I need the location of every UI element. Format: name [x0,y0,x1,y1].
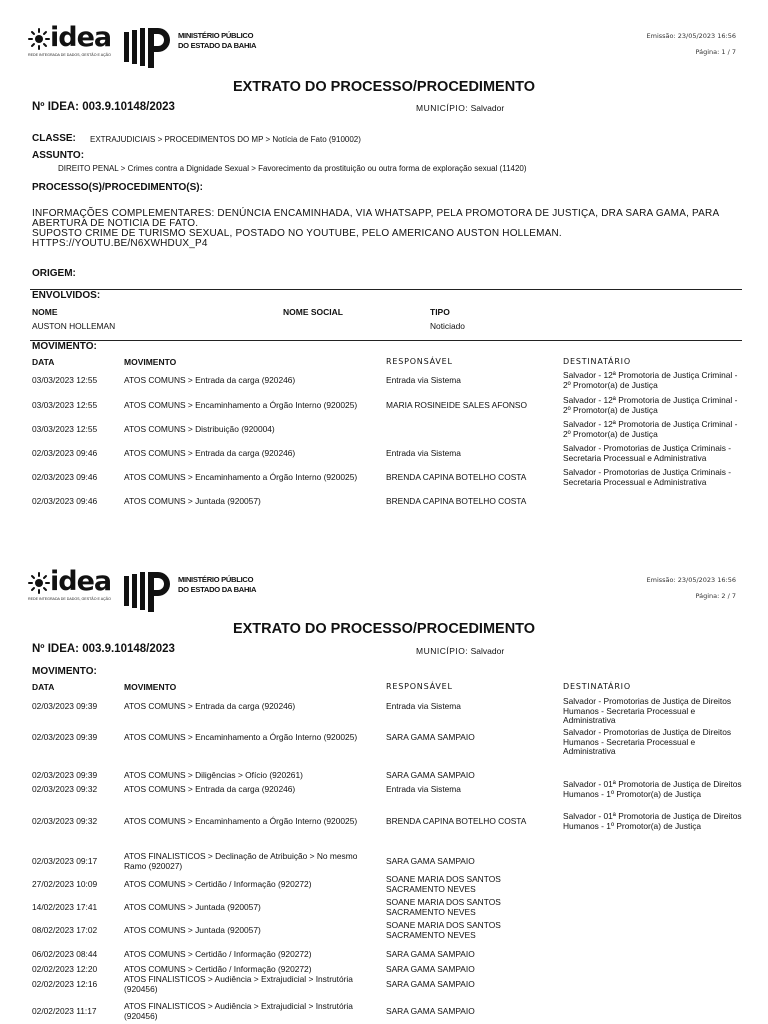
col-responsavel: RESPONSÁVEL [386,682,453,691]
cell-movimento: ATOS COMUNS > Entrada da carga (920246) [124,375,296,385]
assunto-value: DIREITO PENAL > Crimes contra a Dignidade Sexual > Favorecimento da prostituição ou outra forma de exploração sexual (11420) [58,164,527,173]
cell-movimento: ATOS COMUNS > Juntada (920057) [124,902,261,912]
cell-responsavel: BRENDA CAPINA BOTELHO COSTA [386,472,527,482]
cell-data: 02/03/2023 09:32 [32,784,98,794]
sun-icon [28,28,50,50]
cell-responsavel: SOANE MARIA DOS SANTOS SACRAMENTO NEVES [386,920,501,940]
cell-movimento: ATOS COMUNS > Encaminhamento a Órgão Interno (920025) [124,816,358,826]
cell-movimento: ATOS COMUNS > Juntada (920057) [124,925,261,935]
cell-data: 02/03/2023 09:46 [32,496,98,506]
cell-responsavel: Entrada via Sistema [386,784,461,794]
cell-data: 06/02/2023 08:44 [32,949,98,959]
col-responsavel: RESPONSÁVEL [386,357,453,366]
informacoes-complementares: INFORMAÇÕES COMPLEMENTARES: DENÚNCIA ENCAMINHADA, VIA WHATSAPP, PELA PROMOTORA DE JUSTIÇA, DRA SARA GAMA, PARA ABERTURA DE NOTICIA DE FATO. SUPOSTO CRIME DE TURISMO SEXUAL, POSTADO NO YOUTUBE, PELO AMERICANO AUSTON HOLLEMAN. HTTPS://YOUTU.BE/N6XWHDUX_P4 [32,208,720,249]
cell-data: 02/02/2023 11:17 [32,1006,97,1016]
cell-responsavel: SARA GAMA SAMPAIO [386,979,475,989]
cell-data: 02/03/2023 09:39 [32,770,98,780]
cell-responsavel: SOANE MARIA DOS SANTOS SACRAMENTO NEVES [386,874,501,894]
cell-movimento: ATOS COMUNS > Entrada da carga (920246) [124,448,296,458]
cell-data: 03/03/2023 12:55 [32,400,98,410]
cell-data: 03/03/2023 12:55 [32,424,98,434]
municipio: MUNICÍPIO: Salvador [416,103,505,113]
idea-logo-tagline: REDE INTEGRADA DE DADOS, GESTÃO E AÇÃO [28,597,111,601]
movimento-label: MOVIMENTO: [32,341,97,352]
col-tipo: TIPO [430,307,450,317]
divider [30,340,742,341]
cell-data: 08/02/2023 17:02 [32,925,98,935]
document-title: EXTRATO DO PROCESSO/PROCEDIMENTO [232,79,536,95]
emissao-date: Emissão: 23/05/2023 16:56 [646,576,736,584]
envolvidos-label: ENVOLVIDOS: [32,290,101,301]
mp-logo-text: MINISTÉRIO PÚBLICO DO ESTADO DA BAHIA [178,575,257,594]
cell-data: 27/02/2023 10:09 [32,879,98,889]
cell-data: 14/02/2023 17:41 [32,902,98,912]
divider [30,289,742,290]
classe-value: EXTRAJUDICIAIS > PROCEDIMENTOS DO MP > Notícia de Fato (910002) [90,135,361,144]
col-movimento: MOVIMENTO [124,357,177,367]
cell-movimento: ATOS FINALISTICOS > Audiência > Extrajudicial > Instrutória (920456) [124,974,353,994]
cell-responsavel: SARA GAMA SAMPAIO [386,1006,475,1016]
idea-number: Nº IDEA: 003.9.10148/2023 [32,101,175,113]
cell-movimento: ATOS FINALISTICOS > Declinação de Atribuição > No mesmo Ramo (920027) [124,851,358,871]
cell-movimento: ATOS COMUNS > Entrada da carga (920246) [124,701,296,711]
cell-movimento: ATOS COMUNS > Certidão / Informação (920272) [124,949,312,959]
cell-responsavel: SOANE MARIA DOS SANTOS SACRAMENTO NEVES [386,897,501,917]
emissao-date: Emissão: 23/05/2023 16:56 [646,32,736,40]
cell-responsavel: Entrada via Sistema [386,701,461,711]
idea-logo-tagline: REDE INTEGRADA DE DADOS, GESTÃO E AÇÃO [28,53,111,57]
cell-destinatario: Salvador - 12ª Promotoria de Justiça Criminal - 2º Promotor(a) de Justiça [563,419,738,439]
col-nome-social: NOME SOCIAL [283,307,343,317]
cell-responsavel: Entrada via Sistema [386,448,461,458]
cell-destinatario: Salvador - Promotorias de Justiça Criminais - Secretaria Processual e Administrativa [563,443,732,463]
idea-logo-word: idea [50,566,112,597]
cell-destinatario: Salvador - Promotorias de Justiça de Direitos Humanos - Secretaria Processual e Administrativa [563,696,732,726]
page-number: Página: 2 / 7 [695,592,736,600]
cell-movimento: ATOS COMUNS > Encaminhamento a Órgão Interno (920025) [124,472,358,482]
cell-movimento: ATOS COMUNS > Diligências > Ofício (920261) [124,770,303,780]
municipio: MUNICÍPIO: Salvador [416,646,505,656]
cell-movimento: ATOS COMUNS > Certidão / Informação (920272) [124,964,312,974]
classe-label: CLASSE: [32,133,76,144]
cell-data: 02/02/2023 12:16 [32,979,98,989]
page-header [28,22,748,70]
cell-responsavel: BRENDA CAPINA BOTELHO COSTA [386,816,527,826]
cell-data: 02/03/2023 09:39 [32,701,98,711]
cell-movimento: ATOS COMUNS > Entrada da carga (920246) [124,784,296,794]
cell-data: 03/03/2023 12:55 [32,375,98,385]
cell-data: 02/03/2023 09:39 [32,732,98,742]
cell-responsavel: Entrada via Sistema [386,375,461,385]
cell-movimento: ATOS COMUNS > Certidão / Informação (920272) [124,879,312,889]
col-data: DATA [32,682,55,692]
page-header [28,566,748,614]
cell-movimento: ATOS FINALISTICOS > Audiência > Extrajudicial > Instrutória (920456) [124,1001,353,1021]
envolvido-nome: AUSTON HOLLEMAN [32,321,116,331]
mp-logo-icon [124,26,174,70]
cell-movimento: ATOS COMUNS > Encaminhamento a Órgão Interno (920025) [124,732,358,742]
origem-label: ORIGEM: [32,268,76,279]
cell-responsavel: SARA GAMA SAMPAIO [386,732,475,742]
mp-logo-icon [124,570,174,614]
cell-data: 02/03/2023 09:32 [32,816,98,826]
cell-destinatario: Salvador - 01ª Promotoria de Justiça de Direitos Humanos - 1º Promotor(a) de Justiça [563,779,742,799]
cell-movimento: ATOS COMUNS > Distribuição (920004) [124,424,275,434]
page-2 [0,562,768,1024]
cell-destinatario: Salvador - Promotorias de Justiça de Direitos Humanos - Secretaria Processual e Administrativa [563,727,732,757]
page-number: Página: 1 / 7 [695,48,736,56]
cell-destinatario: Salvador - 12ª Promotoria de Justiça Criminal - 2º Promotor(a) de Justiça [563,370,738,390]
mp-logo-text: MINISTÉRIO PÚBLICO DO ESTADO DA BAHIA [178,31,257,50]
cell-data: 02/03/2023 09:46 [32,472,98,482]
col-destinatario: DESTINATÁRIO [563,682,631,691]
cell-responsavel: SARA GAMA SAMPAIO [386,856,475,866]
assunto-label: ASSUNTO: [32,150,85,161]
cell-destinatario: Salvador - 01ª Promotoria de Justiça de Direitos Humanos - 1º Promotor(a) de Justiça [563,811,742,831]
cell-movimento: ATOS COMUNS > Encaminhamento a Órgão Interno (920025) [124,400,358,410]
cell-data: 02/03/2023 09:17 [32,856,98,866]
cell-responsavel: SARA GAMA SAMPAIO [386,770,475,780]
cell-data: 02/03/2023 09:46 [32,448,98,458]
cell-data: 02/02/2023 12:20 [32,964,98,974]
cell-responsavel: MARIA ROSINEIDE SALES AFONSO [386,400,528,410]
cell-destinatario: Salvador - Promotorias de Justiça Criminais - Secretaria Processual e Administrativa [563,467,732,487]
col-data: DATA [32,357,55,367]
idea-logo [28,22,112,60]
sun-icon [28,572,50,594]
cell-responsavel: SARA GAMA SAMPAIO [386,949,475,959]
cell-movimento: ATOS COMUNS > Juntada (920057) [124,496,261,506]
movimento-label: MOVIMENTO: [32,666,97,677]
envolvido-tipo: Noticiado [430,321,465,331]
cell-responsavel: BRENDA CAPINA BOTELHO COSTA [386,496,527,506]
cell-responsavel: SARA GAMA SAMPAIO [386,964,475,974]
idea-logo [28,566,112,604]
idea-logo-word: idea [50,22,112,53]
cell-destinatario: Salvador - 12ª Promotoria de Justiça Criminal - 2º Promotor(a) de Justiça [563,395,738,415]
document-title: EXTRATO DO PROCESSO/PROCEDIMENTO [232,621,536,637]
col-movimento: MOVIMENTO [124,682,177,692]
processos-label: PROCESSO(S)/PROCEDIMENTO(S): [32,182,203,193]
idea-number: Nº IDEA: 003.9.10148/2023 [32,643,175,655]
col-destinatario: DESTINATÁRIO [563,357,631,366]
col-nome: NOME [32,307,58,317]
